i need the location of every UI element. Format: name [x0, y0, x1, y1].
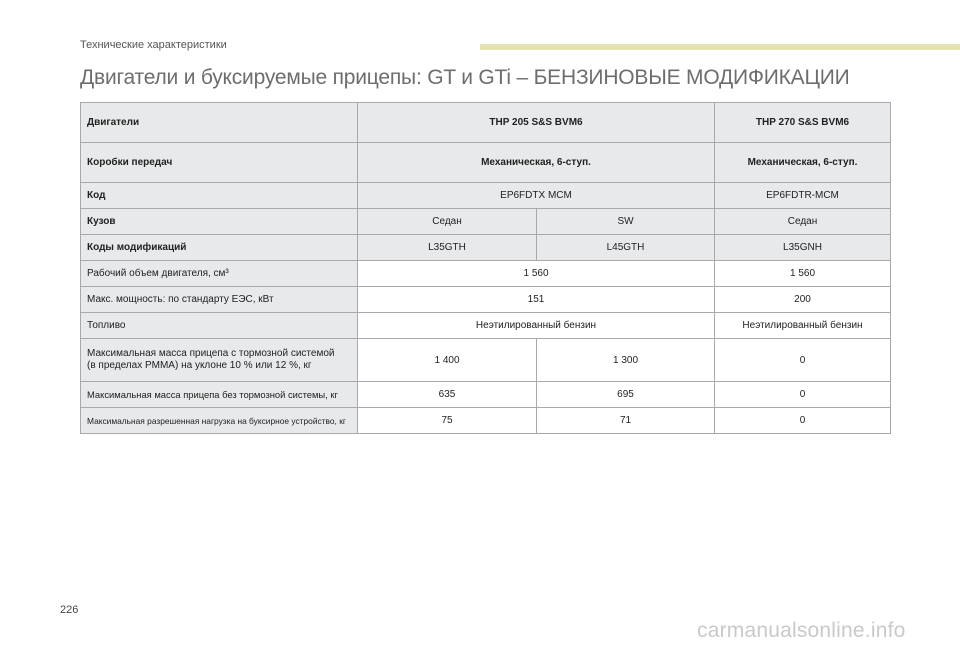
section-label: Технические характеристики [80, 39, 227, 51]
table-row-code [81, 183, 891, 209]
cell-code-2: EP6FDTR-MCM [715, 183, 891, 209]
engine-spec-table [80, 102, 891, 434]
cell-power-1: 151 [358, 287, 715, 313]
cell-engine-thp270: THP 270 S&S BVM6 [715, 103, 891, 143]
cell-unbraked-trailer-1: 635 [358, 382, 537, 408]
header-accent-bar [480, 44, 960, 50]
table-row-mod-codes [81, 235, 891, 261]
row-label-fuel: Топливо [81, 313, 358, 339]
table-row-fuel [81, 313, 891, 339]
table-row-power [81, 287, 891, 313]
cell-braked-trailer-3: 0 [715, 339, 891, 382]
cell-displacement-2: 1 560 [715, 261, 891, 287]
table-row-engines [81, 103, 891, 143]
cell-mod-code-3: L35GNH [715, 235, 891, 261]
table-row-towbar-load [81, 408, 891, 434]
row-label-power: Макс. мощность: по стандарту ЕЭС, кВт [81, 287, 358, 313]
cell-gearbox-1: Механическая, 6-ступ. [358, 143, 715, 183]
cell-gearbox-2: Механическая, 6-ступ. [715, 143, 891, 183]
page-title: Двигатели и буксируемые прицепы: GT и GTi – БЕНЗИНОВЫЕ МОДИФИКАЦИИ [80, 66, 850, 89]
row-label-displacement: Рабочий объем двигателя, см³ [81, 261, 358, 287]
cell-braked-trailer-2: 1 300 [537, 339, 715, 382]
cell-fuel-1: Неэтилированный бензин [358, 313, 715, 339]
table-row-braked-trailer [81, 339, 891, 382]
cell-engine-thp205: THP 205 S&S BVM6 [358, 103, 715, 143]
table-row-unbraked-trailer [81, 382, 891, 408]
braked-trailer-label-line2: (в пределах PMMA) на уклоне 10 % или 12 %, кг [87, 360, 312, 371]
row-label-mod-codes: Коды модификаций [81, 235, 358, 261]
cell-body-2: SW [537, 209, 715, 235]
cell-mod-code-1: L35GTH [358, 235, 537, 261]
row-label-body: Кузов [81, 209, 358, 235]
cell-braked-trailer-1: 1 400 [358, 339, 537, 382]
cell-towbar-load-2: 71 [537, 408, 715, 434]
cell-mod-code-2: L45GTH [537, 235, 715, 261]
table-row-body [81, 209, 891, 235]
row-label-braked-trailer [81, 339, 358, 382]
cell-unbraked-trailer-3: 0 [715, 382, 891, 408]
cell-code-1: EP6FDTX MCM [358, 183, 715, 209]
braked-trailer-label-line1: Максимальная масса прицепа с тормозной системой [87, 348, 335, 359]
cell-displacement-1: 1 560 [358, 261, 715, 287]
row-label-engines: Двигатели [81, 103, 358, 143]
watermark: carmanualsonline.info [697, 619, 906, 642]
row-label-code: Код [81, 183, 358, 209]
cell-towbar-load-3: 0 [715, 408, 891, 434]
cell-body-3: Седан [715, 209, 891, 235]
row-label-unbraked-trailer: Максимальная масса прицепа без тормозной системы, кг [81, 382, 358, 408]
cell-towbar-load-1: 75 [358, 408, 537, 434]
row-label-towbar-load: Максимальная разрешенная нагрузка на буксирное устройство, кг [81, 408, 358, 434]
table-row-gearbox [81, 143, 891, 183]
cell-fuel-2: Неэтилированный бензин [715, 313, 891, 339]
row-label-gearbox: Коробки передач [81, 143, 358, 183]
page-number: 226 [60, 604, 79, 616]
cell-unbraked-trailer-2: 695 [537, 382, 715, 408]
cell-body-1: Седан [358, 209, 537, 235]
table-row-displacement [81, 261, 891, 287]
cell-power-2: 200 [715, 287, 891, 313]
